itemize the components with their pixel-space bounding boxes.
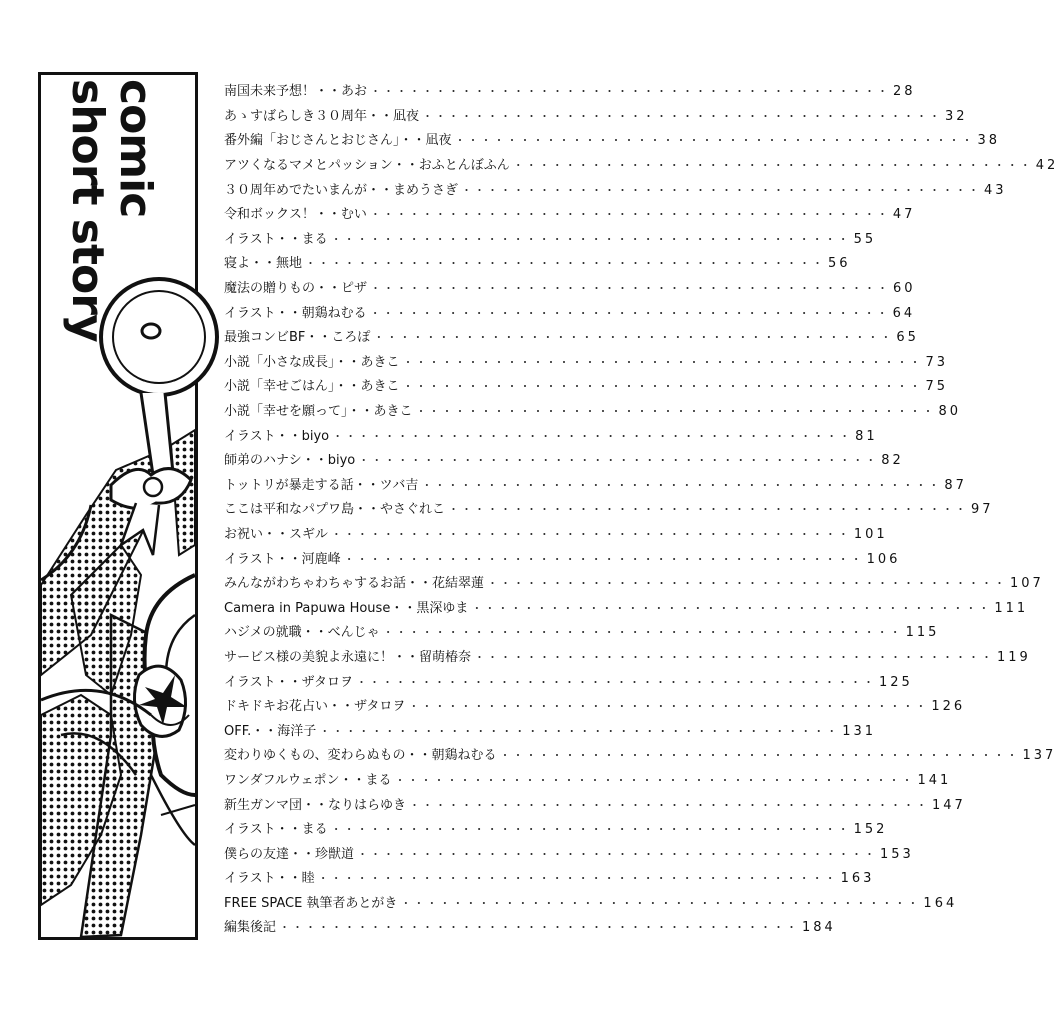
toc-entry-page: 47: [892, 207, 916, 223]
toc-entry-title: イラスト・・biyo: [224, 428, 330, 444]
toc-entry-page: 75: [925, 379, 949, 395]
toc-entry: [224, 277, 916, 302]
side-illustration-panel: [38, 72, 198, 940]
toc-entry-page: 119: [997, 649, 1031, 665]
toc-entry-title: ハジメの就職・・べんじゃ: [224, 625, 380, 641]
toc-dot-leader: ・・・・・・・・・・・・・・・・・・・・・・・・・・・・・・・・・・・・・・・・: [382, 626, 903, 640]
toc-dot-leader: ・・・・・・・・・・・・・・・・・・・・・・・・・・・・・・・・・・・・・・・・: [402, 380, 923, 394]
toc-entry: [224, 375, 949, 400]
toc-entry-title: 新生ガンマ団・・なりはらゆき: [224, 797, 407, 813]
side-title-line2: short story: [62, 79, 113, 342]
toc-entry-title: トットリが暴走する話・・ツバ吉: [224, 477, 419, 493]
toc-entry-page: 80: [938, 404, 962, 420]
toc-entry-page: 65: [896, 330, 919, 346]
toc-entry-title: 南国未来予想！・・あお: [224, 84, 368, 100]
toc-entry: [224, 449, 904, 474]
toc-entry: [224, 351, 949, 376]
toc-dot-leader: ・・・・・・・・・・・・・・・・・・・・・・・・・・・・・・・・・・・・・・・・: [370, 282, 891, 296]
toc-entry: [224, 744, 1057, 769]
side-title-line1: comic: [110, 79, 161, 218]
toc-dot-leader: ・・・・・・・・・・・・・・・・・・・・・・・・・・・・・・・・・・・・・・・・: [487, 577, 1008, 591]
toc-dot-leader: ・・・・・・・・・・・・・・・・・・・・・・・・・・・・・・・・・・・・・・・・: [330, 823, 851, 837]
toc-entry: [224, 547, 901, 572]
toc-entry-page: 60: [893, 281, 916, 297]
toc-entry: [224, 498, 994, 523]
toc-dot-leader: ・・・・・・・・・・・・・・・・・・・・・・・・・・・・・・・・・・・・・・・・: [454, 134, 975, 148]
toc-entry-title: 最強コンビBF・・ころぽ: [224, 330, 371, 346]
toc-dot-leader: ・・・・・・・・・・・・・・・・・・・・・・・・・・・・・・・・・・・・・・・・: [448, 503, 969, 517]
toc-entry-page: 81: [855, 428, 878, 444]
toc-entry-title: 小説「幸せを願って」・・あきこ: [224, 404, 413, 420]
toc-dot-leader: ・・・・・・・・・・・・・・・・・・・・・・・・・・・・・・・・・・・・・・・・: [343, 552, 864, 566]
toc-entry-page: 56: [828, 256, 851, 272]
toc-dot-leader: ・・・・・・・・・・・・・・・・・・・・・・・・・・・・・・・・・・・・・・・・: [421, 478, 942, 492]
toc-entry: [224, 621, 940, 646]
toc-entry-page: 97: [971, 502, 994, 518]
toc-entry: [224, 523, 888, 548]
toc-dot-leader: ・・・・・・・・・・・・・・・・・・・・・・・・・・・・・・・・・・・・・・・・: [400, 896, 921, 910]
toc-entry: [224, 400, 962, 425]
toc-entry: [224, 154, 1058, 179]
toc-entry: [224, 596, 1029, 621]
toc-entry-page: 107: [1010, 576, 1044, 592]
toc-entry-title: イラスト・・まる: [224, 822, 328, 838]
toc-entry-page: 87: [944, 477, 967, 493]
toc-entry: [224, 228, 877, 253]
toc-dot-leader: ・・・・・・・・・・・・・・・・・・・・・・・・・・・・・・・・・・・・・・・・: [369, 208, 890, 222]
toc-entry-title: ３０周年めでたいまんが・・まめうさぎ: [224, 182, 459, 198]
toc-entry-page: 115: [905, 625, 940, 641]
toc-entry-page: 42: [1035, 158, 1058, 174]
toc-entry-page: 73: [925, 354, 949, 370]
toc-entry-title: ここは平和なパプワ島・・やさぐれこ: [224, 502, 446, 518]
toc-dot-leader: ・・・・・・・・・・・・・・・・・・・・・・・・・・・・・・・・・・・・・・・・: [332, 429, 853, 443]
toc-entry-page: 163: [840, 871, 875, 887]
toc-dot-leader: ・・・・・・・・・・・・・・・・・・・・・・・・・・・・・・・・・・・・・・・・: [330, 527, 851, 541]
toc-entry-page: 184: [802, 920, 836, 936]
toc-entry-title: サービス様の美貌よ永遠に！・・留萌椿奈: [224, 649, 472, 665]
toc-entry-title: Camera in Papuwa House・・黒深ゆま: [224, 600, 469, 616]
toc-entry-title: 小説「小さな成長」・・あきこ: [224, 354, 400, 370]
toc-entry: [224, 129, 1001, 154]
toc-entry-title: イラスト・・まる: [224, 231, 328, 247]
toc-entry: [224, 769, 952, 794]
toc-entry-title: ドキドキお花占い・・ザタロヲ: [224, 699, 406, 715]
toc-entry-page: 141: [917, 772, 952, 788]
toc-dot-leader: ・・・・・・・・・・・・・・・・・・・・・・・・・・・・・・・・・・・・・・・・: [279, 921, 800, 935]
toc-entry: [224, 474, 967, 499]
toc-dot-leader: ・・・・・・・・・・・・・・・・・・・・・・・・・・・・・・・・・・・・・・・・: [370, 85, 891, 99]
toc-entry: [224, 105, 968, 130]
toc-entry: [224, 867, 875, 892]
toc-entry: [224, 916, 836, 941]
toc-dot-leader: ・・・・・・・・・・・・・・・・・・・・・・・・・・・・・・・・・・・・・・・・: [369, 306, 890, 320]
toc-entry-title: イラスト・・ザタロヲ: [224, 674, 353, 690]
toc-entry-page: 111: [994, 600, 1029, 616]
toc-entry: [224, 719, 877, 744]
toc-dot-leader: ・・・・・・・・・・・・・・・・・・・・・・・・・・・・・・・・・・・・・・・・: [499, 749, 1020, 763]
toc-entry-title: 僕らの友達・・珍獣道: [224, 846, 355, 862]
toc-dot-leader: ・・・・・・・・・・・・・・・・・・・・・・・・・・・・・・・・・・・・・・・・: [330, 232, 851, 246]
toc-entry-title: お祝い・・スギル: [224, 526, 328, 542]
toc-dot-leader: ・・・・・・・・・・・・・・・・・・・・・・・・・・・・・・・・・・・・・・・・: [319, 724, 840, 738]
toc-entry-page: 152: [853, 822, 888, 838]
toc-entry-page: 32: [945, 108, 968, 124]
toc-entry-title: 令和ボックス！・・むい: [224, 207, 367, 223]
toc-entry-title: 寝よ・・無地: [224, 256, 303, 272]
toc-entry-title: 小説「幸せごはん」・・あきこ: [224, 379, 400, 395]
toc-entry-title: あゝすばらしき３０周年・・凪夜: [224, 108, 420, 124]
toc-entry-title: FREE SPACE 執筆者あとがき: [224, 895, 398, 911]
toc-dot-leader: ・・・・・・・・・・・・・・・・・・・・・・・・・・・・・・・・・・・・・・・・: [409, 798, 930, 812]
toc-dot-leader: ・・・・・・・・・・・・・・・・・・・・・・・・・・・・・・・・・・・・・・・・: [394, 773, 915, 787]
toc-entry-page: 43: [984, 182, 1007, 198]
toc-entry-page: 28: [893, 84, 916, 100]
toc-entry-page: 125: [878, 674, 913, 690]
side-title: [51, 79, 191, 379]
toc-dot-leader: ・・・・・・・・・・・・・・・・・・・・・・・・・・・・・・・・・・・・・・・・: [305, 257, 826, 271]
toc-entry-page: 137: [1022, 748, 1057, 764]
toc-entry-title: イラスト・・河鹿峰: [224, 551, 341, 567]
toc-entry-page: 38: [977, 133, 1001, 149]
toc-dot-leader: ・・・・・・・・・・・・・・・・・・・・・・・・・・・・・・・・・・・・・・・・: [317, 872, 838, 886]
toc-entry-title: イラスト・・朝鶏ねむる: [224, 305, 367, 321]
toc-entry: [224, 80, 916, 105]
toc-entry-page: 82: [881, 453, 904, 469]
toc-entry-page: 131: [842, 723, 877, 739]
toc-entry-page: 126: [931, 699, 966, 715]
toc-dot-leader: ・・・・・・・・・・・・・・・・・・・・・・・・・・・・・・・・・・・・・・・・: [471, 601, 992, 615]
toc-entry-title: OFF.・・海洋子: [224, 723, 317, 739]
toc-entry-title: アツくなるマメとパッション・・おふとんぼふん: [224, 158, 510, 174]
toc-dot-leader: ・・・・・・・・・・・・・・・・・・・・・・・・・・・・・・・・・・・・・・・・: [408, 700, 929, 714]
toc-entry: [224, 670, 913, 695]
toc-dot-leader: ・・・・・・・・・・・・・・・・・・・・・・・・・・・・・・・・・・・・・・・・: [373, 331, 894, 345]
toc-entry-page: 64: [892, 305, 916, 321]
toc-entry: [224, 892, 958, 917]
toc-entry-page: 164: [923, 895, 958, 911]
toc-entry: [224, 646, 1031, 671]
toc-entry-title: 編集後記: [224, 920, 277, 936]
toc-entry: [224, 572, 1044, 597]
table-of-contents: [224, 80, 1058, 941]
toc-entry-title: イラスト・・睦: [224, 871, 315, 887]
toc-entry: [224, 793, 966, 818]
toc-entry-title: 番外編「おじさんとおじさん」・・凪夜: [224, 133, 452, 149]
toc-entry-page: 106: [866, 551, 901, 567]
toc-dot-leader: ・・・・・・・・・・・・・・・・・・・・・・・・・・・・・・・・・・・・・・・・: [358, 454, 879, 468]
toc-entry: [224, 818, 888, 843]
toc-entry: [224, 178, 1007, 203]
toc-entry-page: 55: [853, 231, 877, 247]
toc-entry: [224, 301, 916, 326]
toc-entry: [224, 252, 851, 277]
toc-entry-title: 師弟のハナシ・・biyo: [224, 453, 356, 469]
toc-entry-page: 147: [932, 797, 966, 813]
toc-dot-leader: ・・・・・・・・・・・・・・・・・・・・・・・・・・・・・・・・・・・・・・・・: [422, 109, 943, 123]
toc-entry-title: みんながわちゃわちゃするお話・・花結翠蓮: [224, 576, 485, 592]
toc-dot-leader: ・・・・・・・・・・・・・・・・・・・・・・・・・・・・・・・・・・・・・・・・: [402, 355, 923, 369]
toc-dot-leader: ・・・・・・・・・・・・・・・・・・・・・・・・・・・・・・・・・・・・・・・・: [474, 650, 995, 664]
toc-entry-title: 魔法の贈りもの・・ピザ: [224, 281, 368, 297]
toc-entry: [224, 842, 914, 867]
toc-entry: [224, 424, 878, 449]
toc-dot-leader: ・・・・・・・・・・・・・・・・・・・・・・・・・・・・・・・・・・・・・・・・: [415, 405, 936, 419]
toc-dot-leader: ・・・・・・・・・・・・・・・・・・・・・・・・・・・・・・・・・・・・・・・・: [357, 847, 878, 861]
toc-entry-page: 101: [853, 526, 888, 542]
toc-entry: [224, 695, 966, 720]
toc-dot-leader: ・・・・・・・・・・・・・・・・・・・・・・・・・・・・・・・・・・・・・・・・: [461, 183, 982, 197]
toc-entry-title: 変わりゆくもの、変わらぬもの・・朝鶏ねむる: [224, 748, 497, 764]
toc-dot-leader: ・・・・・・・・・・・・・・・・・・・・・・・・・・・・・・・・・・・・・・・・: [512, 159, 1033, 173]
toc-entry-title: ワンダフルウェポン・・まる: [224, 772, 392, 788]
toc-entry: [224, 203, 916, 228]
toc-entry: [224, 326, 919, 351]
toc-entry-page: 153: [880, 846, 914, 862]
toc-dot-leader: ・・・・・・・・・・・・・・・・・・・・・・・・・・・・・・・・・・・・・・・・: [355, 675, 876, 689]
